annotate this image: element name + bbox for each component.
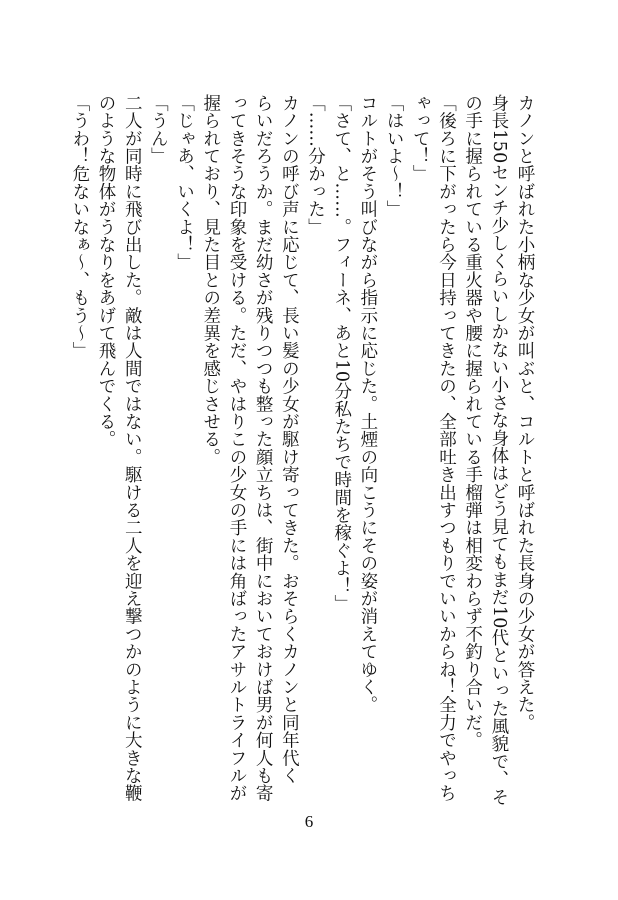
text-line-3: の手に握られている重火器や腰に握られている手榴弾は相変わらず不釣り合いだ。 [462,94,483,749]
text-line-7: コルトがそう叫びながら指示に応じた。土煙の向こうにその姿が消えてゆく。 [357,94,378,714]
vertical-text-block [69,94,536,814]
text-line-12: ってきそうな印象を受ける。ただ、やはりこの少女の手には角ばったアサルトライフルが [226,94,247,802]
text-line-1: カノンと呼ばれた小柄な少女が叫ぶと、コルトと呼ばれた長身の少女が答えた。 [515,94,535,732]
text-line-13: 握られており、見た目との差異を感じさせる。 [200,94,221,466]
text-line-10: カノンの呼び声に応じて、長い髪の少女が駆け寄ってきた。おそらくカノンと同年代く [279,94,300,785]
text-line-15: 「うん」 [148,94,169,165]
text-line-11: らいだろうか。まだ幼さが残りつつも整った顔立ちは、街中においておけば男が何人も寄 [253,94,274,802]
text-line-14: 「じゃあ、いくよ！」 [174,94,195,271]
text-line-8: 「さて、と……。フィーネ、あと10分私たちで時間を稼ぐよ！」 [331,94,352,613]
text-line-16: 二人が同時に飛び出した。敵は人間ではない。駆ける二人を迎え撃つかのように大きな鞭 [122,94,143,802]
text-line-17: のような物体がうなりをあげて飛んでくる。 [96,94,116,448]
text-line-5: ゃって！」 [410,94,431,183]
text-line-9: 「……分かった」 [305,94,326,236]
text-line-6: 「はいよ～！」 [384,94,405,218]
page-number: 6 [304,812,314,831]
text-line-4: 「後ろに下がったら今日持ってきたの、全部吐き出すつもりでいいからね！全力でやっち [436,94,457,802]
text-line-2: 身長150センチ少しくらいしかない小さな身体はどう見てもまだ10代といった風貌で、そ [488,94,509,806]
text-line-18: 「うわ！危ないなぁ～、もう～」 [69,94,90,360]
